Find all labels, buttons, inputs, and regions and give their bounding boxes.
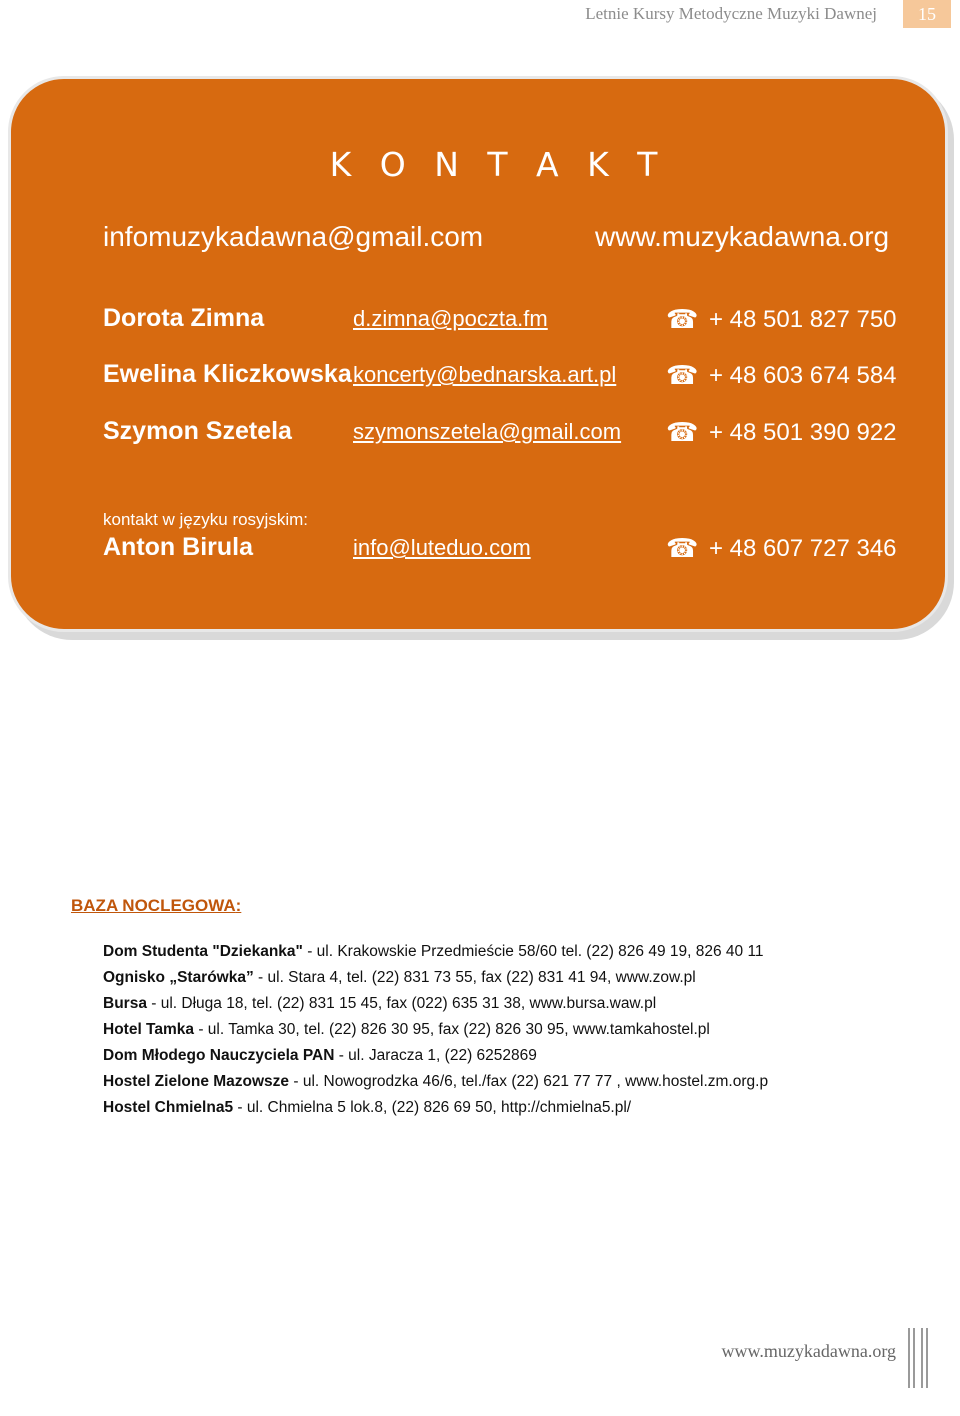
lodging-name: Bursa [103,995,147,1012]
accommodation-title-text: BAZA NOCLEGOWA [71,896,236,915]
lodging-name: Hotel Tamka [103,1021,195,1038]
lodging-name: Hostel Chmielna5 [103,1099,234,1116]
person-email-link[interactable]: szymonszetela@gmail.com [353,419,622,444]
lodging-name: Ognisko „Starówka” [103,969,254,986]
person-email-link[interactable]: d.zimna@poczta.fm [353,306,548,331]
lodging-item [103,1047,537,1065]
lodging-details: - ul. Stara 4, tel. (22) 831 73 55, fax (22) 831 41 94, www.zow.pl [253,969,696,986]
person-phone: + 48 607 727 346 [709,535,897,562]
contact-box [8,76,948,632]
lodging-item [103,943,764,961]
website-link[interactable]: www.muzykadawna.org [595,221,890,252]
lodging-name: Dom Młodego Nauczyciela PAN [103,1047,335,1064]
lodging-details: - ul. Tamka 30, tel. (22) 826 30 95, fax (22) 826 30 95, www.tamkahostel.pl [194,1021,710,1038]
person-email-link[interactable]: koncerty@bednarska.art.pl [353,362,617,387]
contact-person [103,360,905,396]
footer-decoration [908,1328,928,1388]
lodging-item [103,1099,631,1117]
accommodation-title [71,896,241,916]
person-phone: + 48 501 390 922 [709,419,897,446]
person-name: Dorota Zimna [103,304,265,332]
lodging-item [103,969,696,987]
person-name: Anton Birula [103,533,253,561]
contact-title: K O N T A K T [329,145,667,184]
russian-contact-person [103,533,905,569]
lodging-item [103,995,656,1013]
phone-icon: ☎ [666,417,699,447]
russian-contact-label: kontakt w języku rosyjskim: [103,510,308,529]
footer-url: www.muzykadawna.org [721,1341,896,1361]
lodging-details: - ul. Jaracza 1, (22) 6252869 [334,1047,537,1064]
lodging-item [103,1021,710,1039]
lodging-name: Dom Studenta "Dziekanka" [103,943,303,960]
lodging-details: - ul. Krakowskie Przedmieście 58/60 tel. (22) 826 49 19, 826 40 11 [302,943,764,960]
lodging-details: - ul. Nowogrodzka 46/6, tel./fax (22) 621 77 77 , www.hostel.zm.org.p [289,1073,769,1090]
person-email-link[interactable]: info@luteduo.com [353,535,531,560]
person-phone: + 48 603 674 584 [709,362,897,389]
lodging-details: - ul. Chmielna 5 lok.8, (22) 826 69 50, http://chmielna5.pl/ [233,1099,632,1116]
person-name: Ewelina Kliczkowska [103,360,352,388]
accommodation-title-colon: : [235,896,242,915]
person-phone: + 48 501 827 750 [709,306,897,333]
person-name: Szymon Szetela [103,417,292,445]
phone-icon: ☎ [666,304,699,334]
phone-icon: ☎ [666,533,699,563]
contact-person [103,304,905,340]
lodging-item [103,1073,768,1091]
general-email-link[interactable]: infomuzykadawna@gmail.com [103,221,484,252]
contact-person [103,417,905,453]
lodging-details: - ul. Długa 18, tel. (22) 831 15 45, fax (022) 635 31 38, www.bursa.waw.pl [146,995,657,1012]
lodging-name: Hostel Zielone Mazowsze [103,1073,290,1090]
page-number: 15 [903,0,951,28]
phone-icon: ☎ [666,360,699,390]
running-header-title: Letnie Kursy Metodyczne Muzyki Dawnej [585,4,877,23]
